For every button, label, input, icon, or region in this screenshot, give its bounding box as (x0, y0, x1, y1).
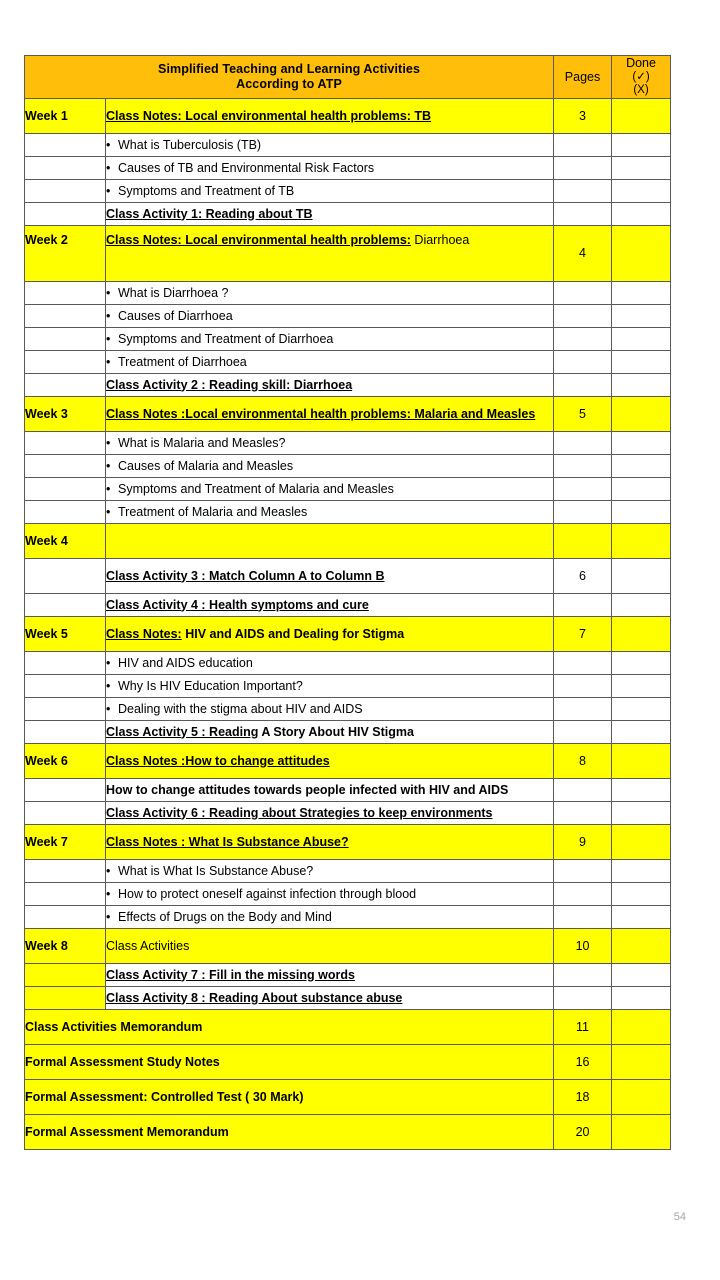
done-checkbox-cell[interactable] (612, 500, 671, 523)
activity-bullet-text: HIV and AIDS education (118, 655, 253, 670)
activity-title: Class Activity 2 : Reading skill: Diarrhoea (106, 377, 353, 392)
activity-title: Class Notes : What Is Substance Abuse? (106, 834, 349, 849)
activity-cell (106, 928, 554, 963)
table-row (25, 454, 671, 477)
column-header-done (612, 56, 671, 99)
table-row (25, 477, 671, 500)
done-checkbox-cell[interactable] (612, 281, 671, 304)
done-checkbox-cell[interactable] (612, 824, 671, 859)
pages-value (554, 156, 612, 179)
table-row (25, 1079, 671, 1114)
table-row (25, 905, 671, 928)
activity-bullet-text: Effects of Drugs on the Body and Mind (118, 909, 332, 924)
table-row (25, 373, 671, 396)
done-checkbox-cell[interactable] (612, 98, 671, 133)
pages-value: 4 (554, 225, 612, 281)
done-checkbox-cell[interactable] (612, 651, 671, 674)
summary-label: Class Activities Memorandum (25, 1009, 554, 1044)
pages-value (554, 720, 612, 743)
bullet-icon: • (106, 458, 111, 473)
bullet-icon: • (106, 481, 111, 496)
pages-value (554, 327, 612, 350)
week-label (25, 801, 106, 824)
activity-bullet-text: What is Diarrhoea ? (118, 285, 229, 300)
done-checkbox-cell[interactable] (612, 523, 671, 558)
week-label (25, 963, 106, 986)
activity-title: Class Activity 5 : Reading (106, 724, 259, 739)
activity-title: Class Activity 3 : Match Column A to Column B (106, 568, 385, 583)
week-label: Week 3 (25, 396, 106, 431)
done-checkbox-cell[interactable] (612, 202, 671, 225)
check-mark-icon: (✓) (632, 70, 650, 83)
table-row (25, 743, 671, 778)
activity-cell (106, 396, 554, 431)
summary-label: Formal Assessment: Controlled Test ( 30 Mark) (25, 1079, 554, 1114)
activity-bullet-text: Symptoms and Treatment of Diarrhoea (118, 331, 334, 346)
pages-value: 3 (554, 98, 612, 133)
activity-bullet-text: Symptoms and Treatment of TB (118, 183, 295, 198)
activity-cell (106, 350, 554, 373)
done-checkbox-cell[interactable] (612, 304, 671, 327)
done-checkbox-cell[interactable] (612, 963, 671, 986)
activity-cell (106, 373, 554, 396)
activity-bullet-text: What is What Is Substance Abuse? (118, 863, 314, 878)
done-checkbox-cell[interactable] (612, 179, 671, 202)
bullet-icon: • (106, 137, 111, 152)
pages-value (554, 651, 612, 674)
week-label (25, 350, 106, 373)
week-label (25, 697, 106, 720)
done-checkbox-cell[interactable] (612, 778, 671, 801)
activity-cell (106, 801, 554, 824)
pages-value: 11 (554, 1009, 612, 1044)
table-row (25, 396, 671, 431)
table-row (25, 963, 671, 986)
done-checkbox-cell[interactable] (612, 928, 671, 963)
pages-value: 10 (554, 928, 612, 963)
done-checkbox-cell[interactable] (612, 697, 671, 720)
activity-bullet-text: How to protect oneself against infection through blood (118, 886, 417, 901)
activity-cell (106, 225, 554, 281)
done-checkbox-cell[interactable] (612, 431, 671, 454)
table-header-row (25, 56, 671, 99)
week-label (25, 558, 106, 593)
table-row (25, 558, 671, 593)
pages-value (554, 801, 612, 824)
activity-title: Class Activity 6 : Reading about Strategies to keep environments (106, 805, 493, 820)
activity-title: Class Notes: (106, 626, 182, 641)
pages-value: 7 (554, 616, 612, 651)
week-label (25, 593, 106, 616)
done-checkbox-cell[interactable] (612, 801, 671, 824)
activity-title: Class Activity 8 : Reading About substance abuse (106, 990, 403, 1005)
summary-label: Formal Assessment Study Notes (25, 1044, 554, 1079)
activity-title: Class Activity 1: Reading about TB (106, 206, 313, 221)
atp-activities-table (24, 55, 671, 1150)
pages-value (554, 986, 612, 1009)
table-title-line1: Simplified Teaching and Learning Activities (158, 62, 420, 77)
pages-value (554, 477, 612, 500)
column-header-done-label: Done (626, 56, 656, 70)
summary-label: Formal Assessment Memorandum (25, 1114, 554, 1149)
activity-cell (106, 905, 554, 928)
week-label (25, 304, 106, 327)
done-checkbox-cell[interactable] (612, 743, 671, 778)
activity-bullet-text: Treatment of Malaria and Measles (118, 504, 308, 519)
activity-cell (106, 98, 554, 133)
activity-cell (106, 558, 554, 593)
done-checkbox-cell[interactable] (612, 1044, 671, 1079)
activity-cell (106, 697, 554, 720)
activity-title: Class Activity 7 : Fill in the missing words (106, 967, 355, 982)
week-label: Week 8 (25, 928, 106, 963)
activity-bullet-text: Symptoms and Treatment of Malaria and Measles (118, 481, 394, 496)
activity-subtitle: How to change attitudes towards people infected with HIV and AIDS (106, 782, 509, 797)
pages-value (554, 859, 612, 882)
pages-value (554, 674, 612, 697)
activity-bullet-text: Treatment of Diarrhoea (118, 354, 247, 369)
pages-value: 8 (554, 743, 612, 778)
activity-cell (106, 477, 554, 500)
table-row (25, 882, 671, 905)
activity-cell (106, 986, 554, 1009)
week-label (25, 905, 106, 928)
activity-bullet-text: Dealing with the stigma about HIV and AIDS (118, 701, 363, 716)
activity-bullet-text: What is Malaria and Measles? (118, 435, 286, 450)
pages-value (554, 431, 612, 454)
week-label: Week 5 (25, 616, 106, 651)
page-number: 54 (673, 1211, 686, 1223)
table-row (25, 986, 671, 1009)
week-label: Week 4 (25, 523, 106, 558)
activity-cell (106, 156, 554, 179)
week-label: Week 6 (25, 743, 106, 778)
week-label (25, 651, 106, 674)
done-checkbox-cell[interactable] (612, 859, 671, 882)
bullet-icon: • (106, 678, 111, 693)
bullet-icon: • (106, 354, 111, 369)
activity-bullet-text: Why Is HIV Education Important? (118, 678, 303, 693)
done-checkbox-cell[interactable] (612, 225, 671, 281)
week-label (25, 454, 106, 477)
bullet-icon: • (106, 285, 111, 300)
table-row (25, 593, 671, 616)
table-row (25, 327, 671, 350)
week-label (25, 778, 106, 801)
week-label (25, 133, 106, 156)
week-label (25, 477, 106, 500)
activity-bullet-text: Causes of Diarrhoea (118, 308, 233, 323)
table-row (25, 824, 671, 859)
pages-value (554, 593, 612, 616)
week-label (25, 859, 106, 882)
activity-cell (106, 281, 554, 304)
week-label (25, 281, 106, 304)
activity-title: Class Notes: Local environmental health problems: TB (106, 108, 432, 123)
pages-value (554, 373, 612, 396)
activity-bullet-text: Causes of Malaria and Measles (118, 458, 294, 473)
activity-title: Class Activity 4 : Health symptoms and cure (106, 597, 369, 612)
pages-value: 9 (554, 824, 612, 859)
pages-value (554, 179, 612, 202)
table-row (25, 179, 671, 202)
week-label (25, 202, 106, 225)
activity-cell (106, 304, 554, 327)
bullet-icon: • (106, 308, 111, 323)
week-label (25, 986, 106, 1009)
table-row (25, 1114, 671, 1149)
week-label (25, 500, 106, 523)
activity-cell (106, 674, 554, 697)
pages-value: 16 (554, 1044, 612, 1079)
week-label: Week 2 (25, 225, 106, 281)
bullet-icon: • (106, 160, 111, 175)
done-checkbox-cell[interactable] (612, 616, 671, 651)
table-row (25, 778, 671, 801)
activity-cell (106, 651, 554, 674)
week-label (25, 373, 106, 396)
done-checkbox-cell[interactable] (612, 350, 671, 373)
pages-value (554, 523, 612, 558)
table-row (25, 98, 671, 133)
done-checkbox-cell[interactable] (612, 156, 671, 179)
done-checkbox-cell[interactable] (612, 674, 671, 697)
activity-cell (106, 593, 554, 616)
pages-value (554, 882, 612, 905)
table-row (25, 616, 671, 651)
table-row (25, 697, 671, 720)
pages-value: 5 (554, 396, 612, 431)
pages-value (554, 697, 612, 720)
activity-cell (106, 327, 554, 350)
table-row (25, 1009, 671, 1044)
done-checkbox-cell[interactable] (612, 396, 671, 431)
activity-subtitle: HIV and AIDS and Dealing for Stigma (181, 626, 405, 641)
activity-cell (106, 616, 554, 651)
done-checkbox-cell[interactable] (612, 593, 671, 616)
table-row (25, 350, 671, 373)
activity-cell (106, 523, 554, 558)
activity-cell (106, 179, 554, 202)
done-checkbox-cell[interactable] (612, 1114, 671, 1149)
pages-value (554, 202, 612, 225)
table-row (25, 859, 671, 882)
activity-cell (106, 133, 554, 156)
table-row (25, 651, 671, 674)
activity-cell (106, 500, 554, 523)
table-row (25, 304, 671, 327)
activity-bullet-text: What is Tuberculosis (TB) (118, 137, 262, 152)
done-checkbox-cell[interactable] (612, 882, 671, 905)
activity-title: Class Notes :Local environmental health problems: Malaria and Measles (106, 406, 536, 421)
activity-cell (106, 202, 554, 225)
bullet-icon: • (106, 504, 111, 519)
activity-cell (106, 882, 554, 905)
pages-value: 6 (554, 558, 612, 593)
pages-value (554, 454, 612, 477)
done-checkbox-cell[interactable] (612, 373, 671, 396)
activity-cell (106, 720, 554, 743)
pages-value (554, 778, 612, 801)
done-checkbox-cell[interactable] (612, 327, 671, 350)
table-row (25, 431, 671, 454)
activity-bullet-text: Causes of TB and Environmental Risk Factors (118, 160, 375, 175)
week-label (25, 327, 106, 350)
pages-value (554, 281, 612, 304)
week-label: Week 7 (25, 824, 106, 859)
column-header-pages: Pages (554, 56, 612, 99)
bullet-icon: • (106, 183, 111, 198)
bullet-icon: • (106, 886, 111, 901)
table-row (25, 202, 671, 225)
table-row (25, 500, 671, 523)
activity-cell (106, 824, 554, 859)
table-row (25, 225, 671, 281)
done-checkbox-cell[interactable] (612, 1009, 671, 1044)
activity-title: Class Notes: Local environmental health problems: (106, 232, 411, 247)
done-checkbox-cell[interactable] (612, 1079, 671, 1114)
pages-value (554, 500, 612, 523)
pages-value: 18 (554, 1079, 612, 1114)
bullet-icon: • (106, 863, 111, 878)
done-checkbox-cell[interactable] (612, 454, 671, 477)
pages-value (554, 350, 612, 373)
table-row (25, 674, 671, 697)
activity-cell (106, 743, 554, 778)
done-checkbox-cell[interactable] (612, 133, 671, 156)
bullet-icon: • (106, 655, 111, 670)
pages-value (554, 963, 612, 986)
bullet-icon: • (106, 909, 111, 924)
done-checkbox-cell[interactable] (612, 986, 671, 1009)
done-checkbox-cell[interactable] (612, 477, 671, 500)
activity-title: Class Notes :How to change attitudes (106, 753, 330, 768)
week-label (25, 882, 106, 905)
table-row (25, 1044, 671, 1079)
bullet-icon: • (106, 331, 111, 346)
pages-value (554, 304, 612, 327)
activity-title: Class Activities (106, 938, 190, 953)
bullet-icon: • (106, 435, 111, 450)
table-row (25, 156, 671, 179)
week-label (25, 674, 106, 697)
done-checkbox-cell[interactable] (612, 720, 671, 743)
activity-cell (106, 431, 554, 454)
pages-value: 20 (554, 1114, 612, 1149)
table-row (25, 281, 671, 304)
done-checkbox-cell[interactable] (612, 558, 671, 593)
pages-value (554, 133, 612, 156)
week-label (25, 156, 106, 179)
activity-cell (106, 859, 554, 882)
table-row (25, 133, 671, 156)
table-row (25, 720, 671, 743)
table-row (25, 801, 671, 824)
table-row (25, 928, 671, 963)
week-label (25, 431, 106, 454)
bullet-icon: • (106, 701, 111, 716)
activity-subtitle: Diarrhoea (410, 232, 470, 247)
table-title (25, 56, 554, 99)
table-title-line2: According to ATP (236, 76, 342, 91)
activity-cell (106, 778, 554, 801)
pages-value (554, 905, 612, 928)
activity-cell (106, 963, 554, 986)
activity-subtitle: A Story About HIV Stigma (258, 724, 414, 739)
week-label: Week 1 (25, 98, 106, 133)
cross-mark-icon: (X) (633, 84, 649, 97)
week-label (25, 179, 106, 202)
table-row (25, 523, 671, 558)
week-label (25, 720, 106, 743)
activity-cell (106, 454, 554, 477)
done-checkbox-cell[interactable] (612, 905, 671, 928)
